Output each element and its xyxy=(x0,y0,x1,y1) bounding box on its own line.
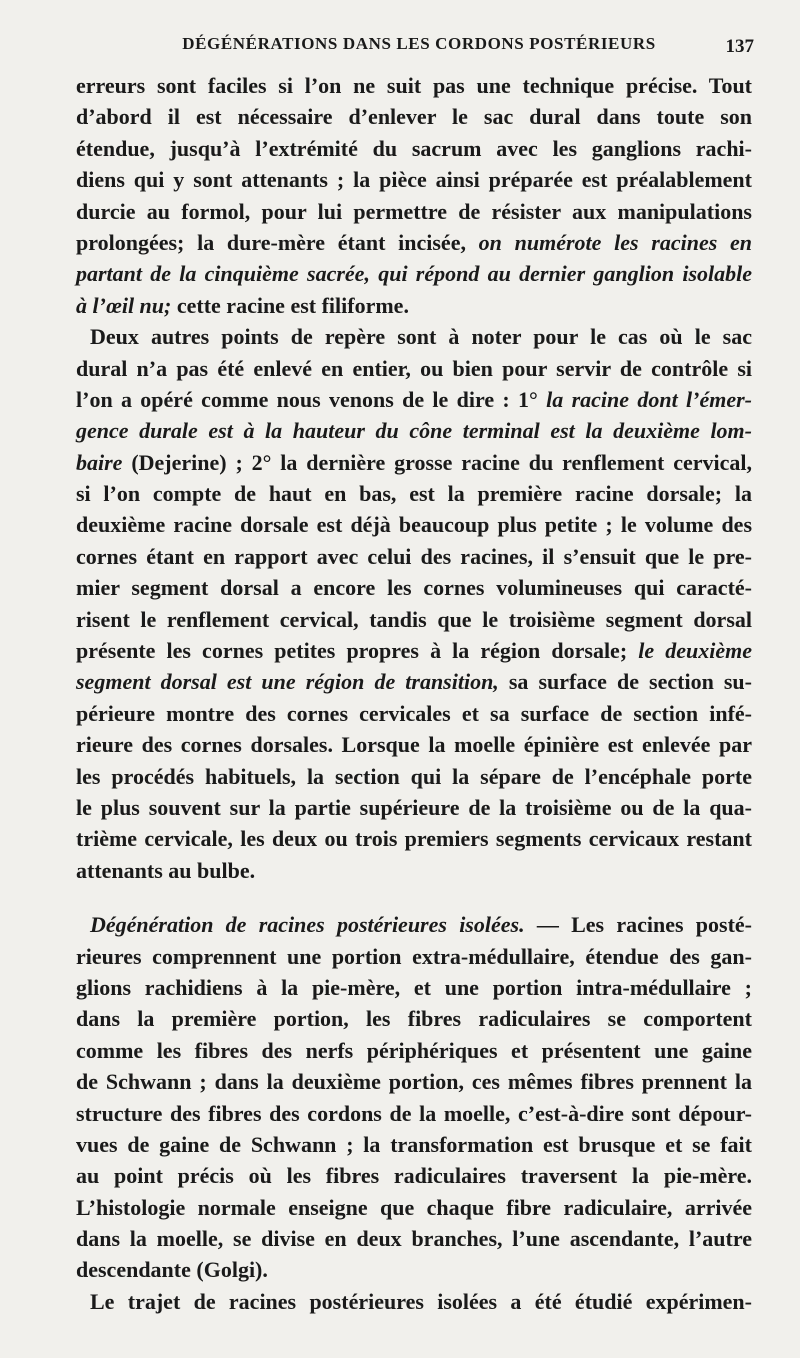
line-text: dans la moelle, se divise en deux branches, l’une ascendante, l’autre xyxy=(76,1226,752,1252)
line-text: dans la première portion, les fibres radiculaires se comportent xyxy=(76,1006,752,1032)
text-line xyxy=(76,823,752,854)
line-text: de Schwann ; dans la deuxième portion, ces mêmes fibres prennent la xyxy=(76,1069,752,1095)
text-line xyxy=(76,698,752,729)
line-text: au point précis où les fibres radiculaires traversent la pie-mère. xyxy=(76,1163,752,1189)
italic-text: segment dorsal est une région de transition, xyxy=(76,669,499,695)
text-line xyxy=(76,384,752,415)
line-text: cette racine est filiforme. xyxy=(171,292,409,318)
line-text: risent le renflement cervical, tandis que le troisième segment dorsal xyxy=(76,606,752,632)
text-line xyxy=(76,572,752,603)
line-text: descendante (Golgi). xyxy=(76,1257,268,1283)
line-text: (Dejerine) ; 2° la dernière grosse racine du renflement cervical, xyxy=(122,449,752,475)
line-text: diens qui y sont attenants ; la pièce ainsi préparée est préalablement xyxy=(76,167,752,193)
italic-text: à l’œil nu; xyxy=(76,292,172,318)
line-text: — Les racines posté- xyxy=(524,912,752,938)
text-line xyxy=(76,290,752,321)
line-text: Deux autres points de repère sont à noter pour le cas où le sac xyxy=(90,324,752,350)
italic-text: on numérote les racines en xyxy=(478,229,752,255)
line-text: étendue, jusqu’à l’extrémité du sacrum avec les ganglions rachi- xyxy=(76,135,752,161)
running-head: DÉGÉNÉRATIONS DANS LES CORDONS POSTÉRIEURS xyxy=(182,34,656,53)
line-text: structure des fibres des cordons de la moelle, c’est-à-dire sont dépour- xyxy=(76,1100,752,1126)
text-line xyxy=(76,1066,752,1097)
italic-text: baire xyxy=(76,449,123,475)
line-text: L’histologie normale enseigne que chaque fibre radiculaire, arrivée xyxy=(76,1194,752,1220)
text-line xyxy=(76,909,752,940)
line-text: mier segment dorsal a encore les cornes volumineuses qui caracté- xyxy=(76,575,752,601)
text-line xyxy=(76,1003,752,1034)
line-text: périeure montre des cornes cervicales et sa surface de section infé- xyxy=(76,700,752,726)
text-line xyxy=(76,415,752,446)
text-line xyxy=(76,101,752,132)
line-text: les procédés habituels, la section qui la sépare de l’encéphale porte xyxy=(76,763,752,789)
text-line xyxy=(76,541,752,572)
line-text: sa surface de section su- xyxy=(498,669,752,695)
line-text: dural n’a pas été enlevé en entier, ou bien pour servir de contrôle si xyxy=(76,355,752,381)
text-line xyxy=(76,1129,752,1160)
line-text: rieure des cornes dorsales. Lorsque la moelle épinière est enlevée par xyxy=(76,732,752,758)
line-text: Le trajet de racines postérieures isolées a été étudié expérimen- xyxy=(90,1288,752,1314)
text-line xyxy=(76,1035,752,1066)
text-line xyxy=(76,258,752,289)
italic-text: le deuxième xyxy=(638,638,752,664)
line-text: erreurs sont faciles si l’on ne suit pas une technique précise. Tout xyxy=(76,73,752,98)
line-text: l’on a opéré comme nous venons de le dire : 1° xyxy=(76,386,547,412)
text-line xyxy=(76,447,752,478)
italic-text: Dégénération de racines postérieures isolées. xyxy=(90,912,525,938)
text-line xyxy=(76,70,752,101)
text-line xyxy=(76,1192,752,1223)
text-line xyxy=(76,972,752,1003)
line-text: durcie au formol, pour lui permettre de résister aux manipulations xyxy=(76,198,752,224)
line-text: présente les cornes petites propres à la région dorsale; xyxy=(76,638,639,664)
text-line xyxy=(76,635,752,666)
text-line xyxy=(76,1223,752,1254)
text-line xyxy=(76,1098,752,1129)
line-text: le plus souvent sur la partie supérieure de la troisième ou de la qua- xyxy=(76,794,752,820)
text-line xyxy=(76,196,752,227)
text-line xyxy=(76,761,752,792)
line-text: deuxième racine dorsale est déjà beaucoup plus petite ; le volume des xyxy=(76,512,752,538)
line-text: trième cervicale, les deux ou trois premiers segments cervicaux restant xyxy=(76,826,752,852)
line-text: si l’on compte de haut en bas, est la première racine dorsale; la xyxy=(76,481,752,507)
text-line xyxy=(76,509,752,540)
italic-text: gence durale est à la hauteur du cône terminal est la deuxième lom- xyxy=(76,418,752,444)
text-line xyxy=(76,321,752,352)
text-line xyxy=(76,164,752,195)
line-text: rieures comprennent une portion extra-médullaire, étendue des gan- xyxy=(76,943,752,969)
line-text: attenants au bulbe. xyxy=(76,857,256,883)
text-line xyxy=(76,227,752,258)
line-text: prolongées; la dure-mère étant incisée, xyxy=(76,229,479,255)
text-line xyxy=(76,604,752,635)
line-text: glions rachidiens à la pie-mère, et une portion intra-médullaire ; xyxy=(76,974,752,1000)
text-line xyxy=(76,1254,752,1285)
line-text: vues de gaine de Schwann ; la transformation est brusque et se fait xyxy=(76,1131,752,1157)
text-line xyxy=(76,1160,752,1191)
body-text xyxy=(76,70,752,1317)
italic-text: la racine dont l’émer- xyxy=(546,386,752,412)
text-line xyxy=(76,941,752,972)
paragraph-gap xyxy=(76,886,752,909)
line-text: d’abord il est nécessaire d’enlever le sac dural dans toute son xyxy=(76,104,752,130)
page-header xyxy=(76,34,754,58)
text-line xyxy=(76,478,752,509)
line-text: cornes étant en rapport avec celui des racines, il s’ensuit que le pre- xyxy=(76,543,752,569)
text-line xyxy=(76,666,752,697)
text-line xyxy=(76,353,752,384)
text-line xyxy=(76,792,752,823)
text-line xyxy=(76,133,752,164)
text-line xyxy=(76,1286,752,1317)
text-line xyxy=(76,855,752,886)
italic-text: partant de la cinquième sacrée, qui répond au dernier ganglion isolable xyxy=(76,261,752,287)
text-line xyxy=(76,729,752,760)
line-text: comme les fibres des nerfs périphériques et présentent une gaine xyxy=(76,1037,752,1063)
page-number: 137 xyxy=(725,36,754,57)
